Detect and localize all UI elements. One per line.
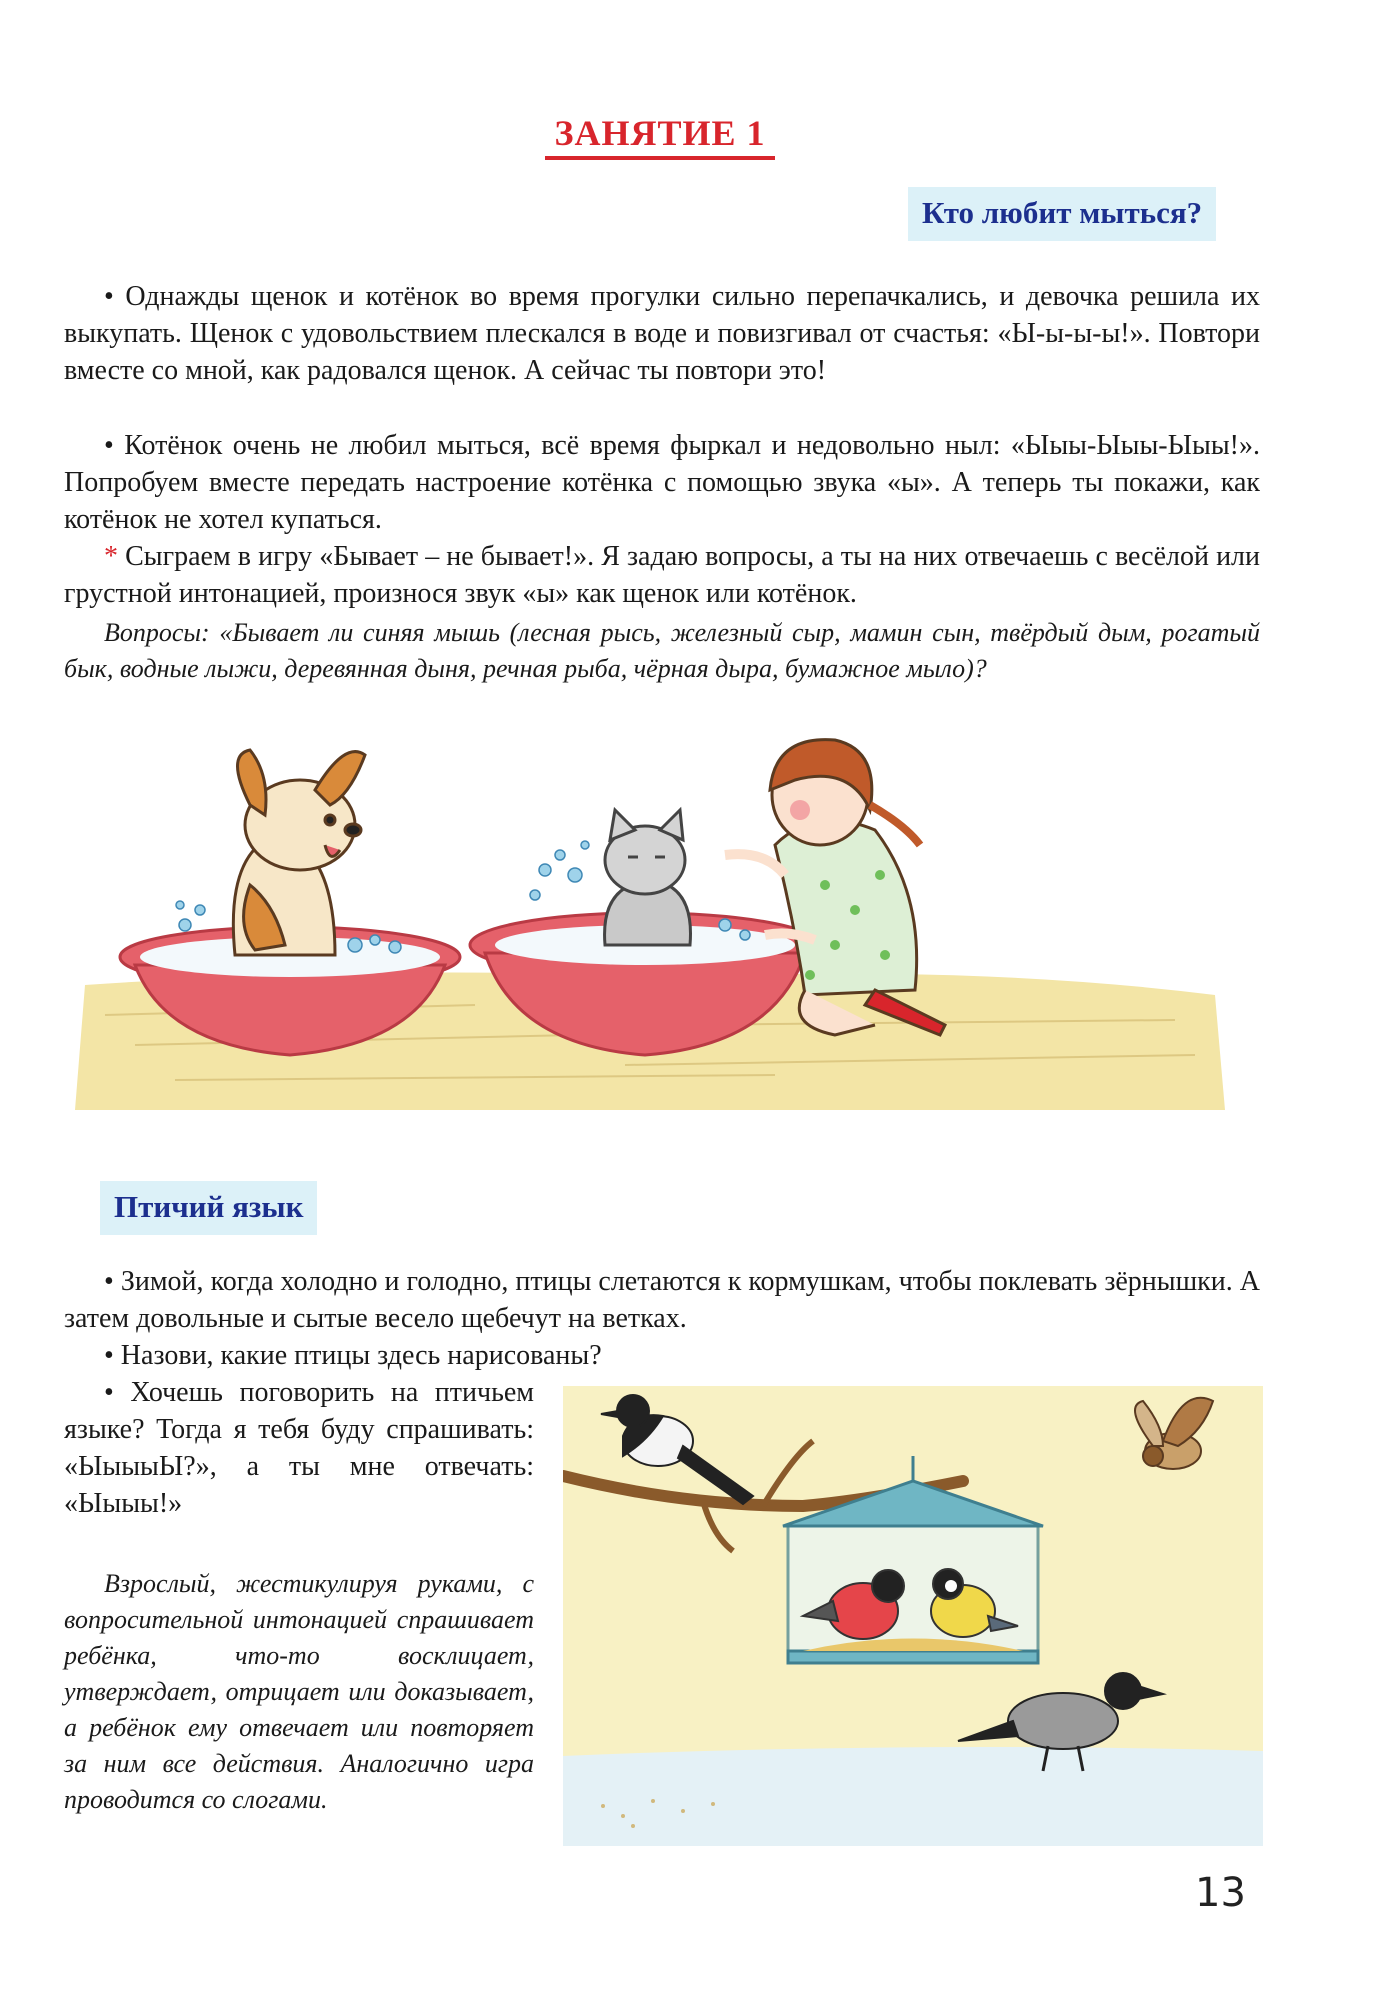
- section-heading-bird-language: Птичий язык: [100, 1181, 317, 1235]
- lesson-title: ЗАНЯТИЕ 1: [545, 112, 775, 160]
- page-number: 13: [1195, 1870, 1246, 1916]
- adult-instructions: Взрослый, жестикулируя руками, с вопросительной интонацией спрашивает ребёнка, что-то восклицает, утверждает, отрицает или доказывает, а ребёнок ему отвечает или повторяет за ним все действия. Аналогично игра проводится со слогами.: [64, 1569, 534, 1814]
- section-heading-washing: Кто любит мыться?: [908, 187, 1216, 241]
- questions-text: Вопросы: «Бывает ли синяя мышь (лесная рысь, железный сыр, мамин сын, твёрдый дым, рогатый бык, водные лыжи, деревянная дыня, речная рыба, чёрная дыра, бумажное мыло)?: [64, 618, 1260, 683]
- snow: [563, 1747, 1263, 1846]
- game-text: Сыграем в игру «Бывает – не бывает!». Я задаю вопросы, а ты на них отвечаешь с весёлой или грустной интонацией, произнося звук «ы» как щенок или котёнок.: [64, 541, 1261, 609]
- bath-illustration: [75, 735, 1225, 1110]
- paragraph-game: [64, 538, 1260, 612]
- paragraph-bird-talk: • Хочешь поговорить на птичьем языке? Тогда я тебя буду спрашивать: «ЫыыыЫ?», а ты мне отвечать: «Ыыыы!»: [64, 1377, 534, 1519]
- paragraph-kitten: • Котёнок очень не любил мыться, всё время фыркал и недовольно ныл: «Ыыы-Ыыы-Ыыы!». Попробуем вместе передать настроение котёнка с помощью звука «ы». А теперь ты покажи, как котёнок не хотел купаться.: [64, 430, 1260, 535]
- paragraph-puppy: • Однажды щенок и котёнок во время прогулки сильно перепачкались, и девочка решила их выкупать. Щенок с удовольствием плескался в воде и повизгивал от счастья: «Ы-ы-ы-ы!». Повтори вместе со мной, как радовался щенок. А сейчас ты повтори это!: [64, 281, 1260, 386]
- kitten: [605, 810, 691, 945]
- birds-illustration: [563, 1386, 1263, 1846]
- paragraph-winter-birds: • Зимой, когда холодно и голодно, птицы слетаются к кормушкам, чтобы поклевать зёрнышки. А затем довольные и сытые весело щебечут на ветках.: [64, 1266, 1260, 1334]
- puppy: [233, 750, 365, 955]
- star-icon: *: [104, 541, 118, 572]
- paragraph-name-birds: • Назови, какие птицы здесь нарисованы?: [104, 1340, 602, 1371]
